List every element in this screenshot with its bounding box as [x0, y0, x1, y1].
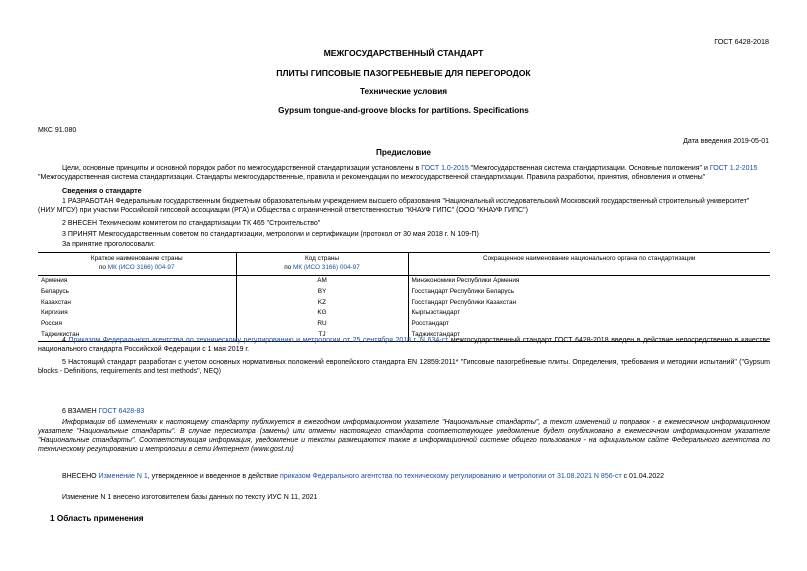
code-cell: BY [236, 287, 408, 298]
amendment-line [62, 472, 664, 481]
body-cell: Госстандарт Республики Казахстан [408, 298, 770, 309]
table-row [38, 287, 770, 298]
mk-iso-link[interactable]: МК (ИСО 3166) 004-97 [107, 263, 175, 271]
intro-date: Дата введения 2019-05-01 [683, 138, 769, 145]
voted-label: За принятие проголосовали: [62, 241, 155, 248]
mk-iso-link[interactable]: МК (ИСО 3166) 004-97 [293, 263, 360, 271]
country-code-header [236, 253, 408, 276]
gost-code: ГОСТ 6428-2018 [714, 37, 769, 46]
preface-text-b: "Межгосударственная система стандартизации. Основные положения" и [468, 165, 710, 172]
gost-6428-83-link[interactable]: ГОСТ 6428-83 [98, 408, 145, 415]
preface-paragraph [38, 164, 770, 182]
body-cell: Госстандарт Республики Беларусь [408, 287, 770, 298]
section-1-heading: 1 Область применения [50, 514, 144, 523]
amendment-suffix: с 01.04.2022 [621, 473, 665, 480]
item-3: 3 ПРИНЯТ Межгосударственным советом по стандартизации, метрологии и сертификации (протокол от 30 мая 2018 г. N 109-П) [62, 231, 479, 238]
item-1 [38, 197, 770, 215]
body-cell: Кыргызстандарт [408, 308, 770, 319]
order-2021-link[interactable]: приказом Федерального агентства по техническому регулированию и метрологии от 31.08.2021 N 856-ст [280, 473, 622, 480]
country-cell: Россия [41, 320, 62, 328]
country-code-header-text: Код страны [305, 255, 339, 262]
code-cell: AM [236, 276, 408, 287]
country-cell: Беларусь [41, 287, 69, 295]
country-code-header-prefix: по [284, 263, 293, 271]
document-subtitle: Технические условия [359, 87, 448, 96]
preface-heading: Предисловие [376, 148, 431, 157]
country-name-header-text: Краткое наименование страны [90, 255, 183, 262]
code-cell: KG [236, 308, 408, 319]
amendment-middle: , утвержденное и введенное в действие [147, 473, 281, 480]
body-cell: Росстандарт [408, 319, 770, 330]
gost-1-2-link[interactable]: ГОСТ 1.2-2015 [709, 165, 758, 172]
gost-1-0-link[interactable]: ГОСТ 1.0-2015 [421, 165, 469, 172]
table-header-row [38, 253, 770, 276]
country-cell: Таджикистан [41, 330, 80, 338]
item-6 [62, 407, 144, 416]
document-title: ПЛИТЫ ГИПСОВЫЕ ПАЗОГРЕБНЕВЫЕ ДЛЯ ПЕРЕГОРОДОК [276, 68, 531, 78]
item-2: 2 ВНЕСЕН Техническим комитетом по стандартизации ТК 465 "Строительство" [62, 220, 321, 227]
table-row [38, 276, 770, 287]
table-row [38, 308, 770, 319]
national-body-header: Сокращенное наименование национального органа по стандартизации [408, 253, 770, 276]
body-cell: Таджикстандарт [408, 330, 770, 341]
standard-type: МЕЖГОСУДАРСТВЕННЫЙ СТАНДАРТ [323, 48, 484, 58]
code-cell: TJ [236, 330, 408, 341]
country-cell: Армения [41, 277, 68, 285]
country-name-header-prefix: по [98, 263, 108, 271]
item-1-line-1: 1 РАЗРАБОТАН Федеральным государственным бюджетным образовательным учреждением высшего образования "Национальный исследовательский Московский государственный строительный университет" [62, 198, 750, 205]
code-cell: KZ [236, 298, 408, 309]
changes-info: Информация об изменениях к настоящему стандарту публикуется в ежегодном информационном указателе "Национальные стандарты", а текст изменений и поправок - в ежемесячном информационном указателе "Национальные стандарты". В случае пересмотра (замены) или отмены настоящего стандарта соответствующее уведомление будет опубликовано в ежемесячном информационном указателе "Национальные стандарты". Соответствующая информация, уведомление и тексты размещаются также в информационной системе общего пользования - на официальном сайте Федерального агентства по техническому регулированию и метрологии в сети Интернет (www.gost.ru) [38, 419, 770, 454]
country-cell: Киргизия [41, 309, 68, 317]
body-cell: Минэкономики Республики Армения [408, 276, 770, 287]
item-1-line-2: (НИУ МГСУ) при участии Российской гипсовой ассоциации (РГА) и Общества с ограниченной ответственностью "КНАУФ ГИПС" (ООО "КНАУФ ГИПС") [38, 207, 528, 215]
item-4 [38, 336, 770, 354]
mks-code: МКС 91.080 [38, 127, 77, 134]
item-5: 5 Настоящий стандарт разработан с учетом основных нормативных положений европейского стандарта EN 12859:2011* "Гипсовые пазогребневые плиты. Определения, требования и методики испытаний" ("Gypsum blocks - Definitions, requirements and test methods", NEQ) [38, 359, 770, 376]
preface-text-a: Цели, основные принципы и основной порядок работ по межгосударственной стандартизации установлены в [62, 165, 422, 172]
item-6-prefix: 6 ВЗАМЕН [62, 408, 99, 415]
order-2018-link[interactable]: Приказом Федерального агентства по техническому регулированию и метрологии от 25 сентября 2018 г. N 634-ст [68, 337, 449, 344]
amendment-prefix: ВНЕСЕНО [62, 473, 99, 480]
english-title: Gypsum tongue-and-groove blocks for partitions. Specifications [278, 106, 529, 115]
country-cell: Казахстан [41, 298, 71, 306]
table-row [38, 319, 770, 330]
info-heading: Сведения о стандарте [62, 186, 142, 195]
table-row [38, 298, 770, 309]
amendment-note: Изменение N 1 внесено изготовителем базы данных по тексту ИУС N 11, 2021 [62, 494, 318, 501]
item-4-prefix: 4 [62, 337, 69, 344]
code-cell: RU [236, 319, 408, 330]
item-4-rest: межгосударственный стандарт ГОСТ 6428-2018 введен в действие непосредственно в качестве национального стандарта Российской Федерации с 1 мая 2019 г. [38, 337, 770, 354]
amendment-1-link[interactable]: Изменение N 1 [98, 473, 148, 480]
member-states-table [38, 252, 770, 342]
country-name-header [38, 253, 236, 276]
preface-text-c: "Межгосударственная система стандартизации. Стандарты межгосударственные, правила и рекомендации по межгосударственной стандартизации. Правила разработки, принятия, обновления и отмены" [38, 174, 706, 182]
